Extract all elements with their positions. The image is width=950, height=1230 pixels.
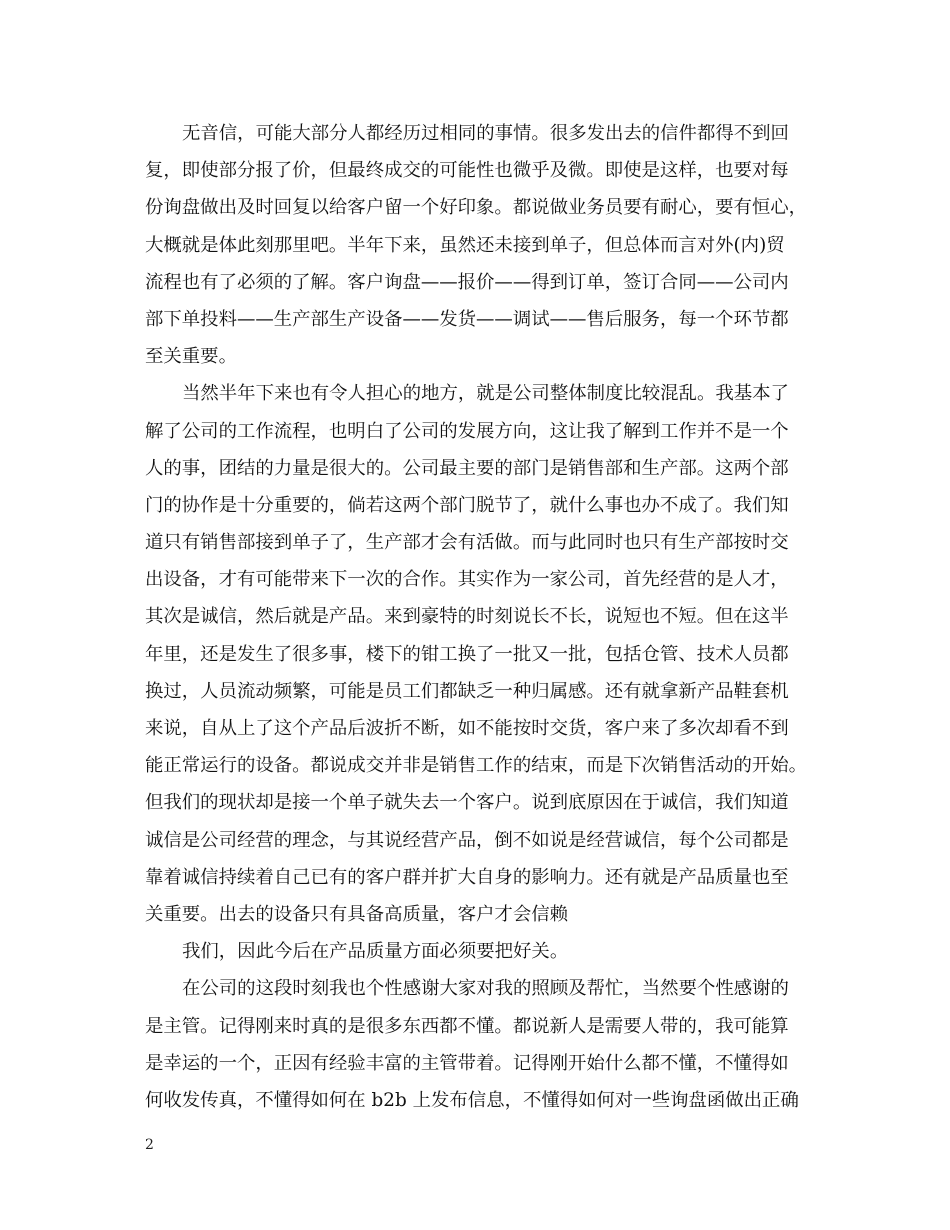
text-line: 部下单投料——生产部生产设备——发货——调试——售后服务，每一个环节都: [145, 308, 789, 330]
text-line: 何收发传真，不懂得如何在 b2b 上发布信息，不懂得如何对一些询盘函做出正确: [145, 1089, 799, 1111]
text-line: 但我们的现状却是接一个单子就失去一个客户。说到底原因在于诚信，我们知道: [145, 792, 789, 814]
text-line: 其次是诚信，然后就是产品。来到豪特的时刻说长不长，说短也不短。但在这半: [145, 606, 789, 628]
text-line: 是幸运的一个，正因有经验丰富的主管带着。记得刚开始什么都不懂，不懂得如: [145, 1052, 789, 1074]
text-line: 道只有销售部接到单子了，生产部才会有活做。而与此同时也只有生产部按时交: [145, 532, 789, 554]
text-line: 靠着诚信持续着自己已有的客户群并扩大自身的影响力。还有就是产品质量也至: [145, 866, 789, 888]
text-line: 大概就是体此刻那里吧。半年下来，虽然还未接到单子，但总体而言对外(内)贸: [145, 234, 785, 256]
text-line: 解了公司的工作流程，也明白了公司的发展方向，这让我了解到工作并不是一个: [145, 420, 789, 442]
paragraph-first-line: 在公司的这段时刻我也个性感谢大家对我的照顾及帮忙，当然要个性感谢的: [182, 978, 789, 1000]
text-line: 年里，还是发生了很多事，楼下的钳工换了一批又一批，包括仓管、技术人员都: [145, 643, 789, 665]
body-text: [145, 115, 810, 1119]
paragraph-first-line: 我们，因此今后在产品质量方面必须要把好关。: [182, 941, 569, 963]
text-line: 诚信是公司经营的理念，与其说经营产品，倒不如说是经营诚信，每个公司都是: [145, 829, 789, 851]
paragraph-first-line: 当然半年下来也有令人担心的地方，就是公司整体制度比较混乱。我基本了: [182, 383, 789, 405]
text-line: 门的协作是十分重要的，倘若这两个部门脱节了，就什么事也办不成了。我们知: [145, 494, 789, 516]
text-line: 人的事，团结的力量是很大的。公司最主要的部门是销售部和生产部。这两个部: [145, 457, 789, 479]
text-line: 是主管。记得刚来时真的是很多东西都不懂。都说新人是需要人带的，我可能算: [145, 1015, 789, 1037]
text-line: 能正常运行的设备。都说成交并非是销售工作的结束，而是下次销售活动的开始。: [145, 755, 808, 777]
text-line: 流程也有了必须的了解。客户询盘——报价——得到订单，签订合同——公司内: [145, 271, 789, 293]
text-line: 复，即使部分报了价，但最终成交的可能性也微乎及微。即使是这样，也要对每: [145, 160, 789, 182]
paragraph-first-line: 无音信，可能大部分人都经历过相同的事情。很多发出去的信件都得不到回: [182, 123, 789, 144]
text-line: 至关重要。: [145, 346, 237, 368]
text-line: 来说，自从上了这个产品后波折不断，如不能按时交货，客户来了多次却看不到: [145, 718, 789, 739]
text-line: 关重要。出去的设备只有具备高质量，客户才会信赖: [145, 903, 568, 925]
text-line: 份询盘做出及时回复以给客户留一个好印象。都说做业务员要有耐心，要有恒心，: [145, 197, 808, 219]
text-line: 出设备，才有可能带来下一次的合作。其实作为一家公司，首先经营的是人才，: [145, 569, 789, 591]
page-number: 2: [145, 1137, 154, 1153]
text-line: 换过，人员流动频繁，可能是员工们都缺乏一种归属感。还有就拿新产品鞋套机: [145, 680, 789, 702]
